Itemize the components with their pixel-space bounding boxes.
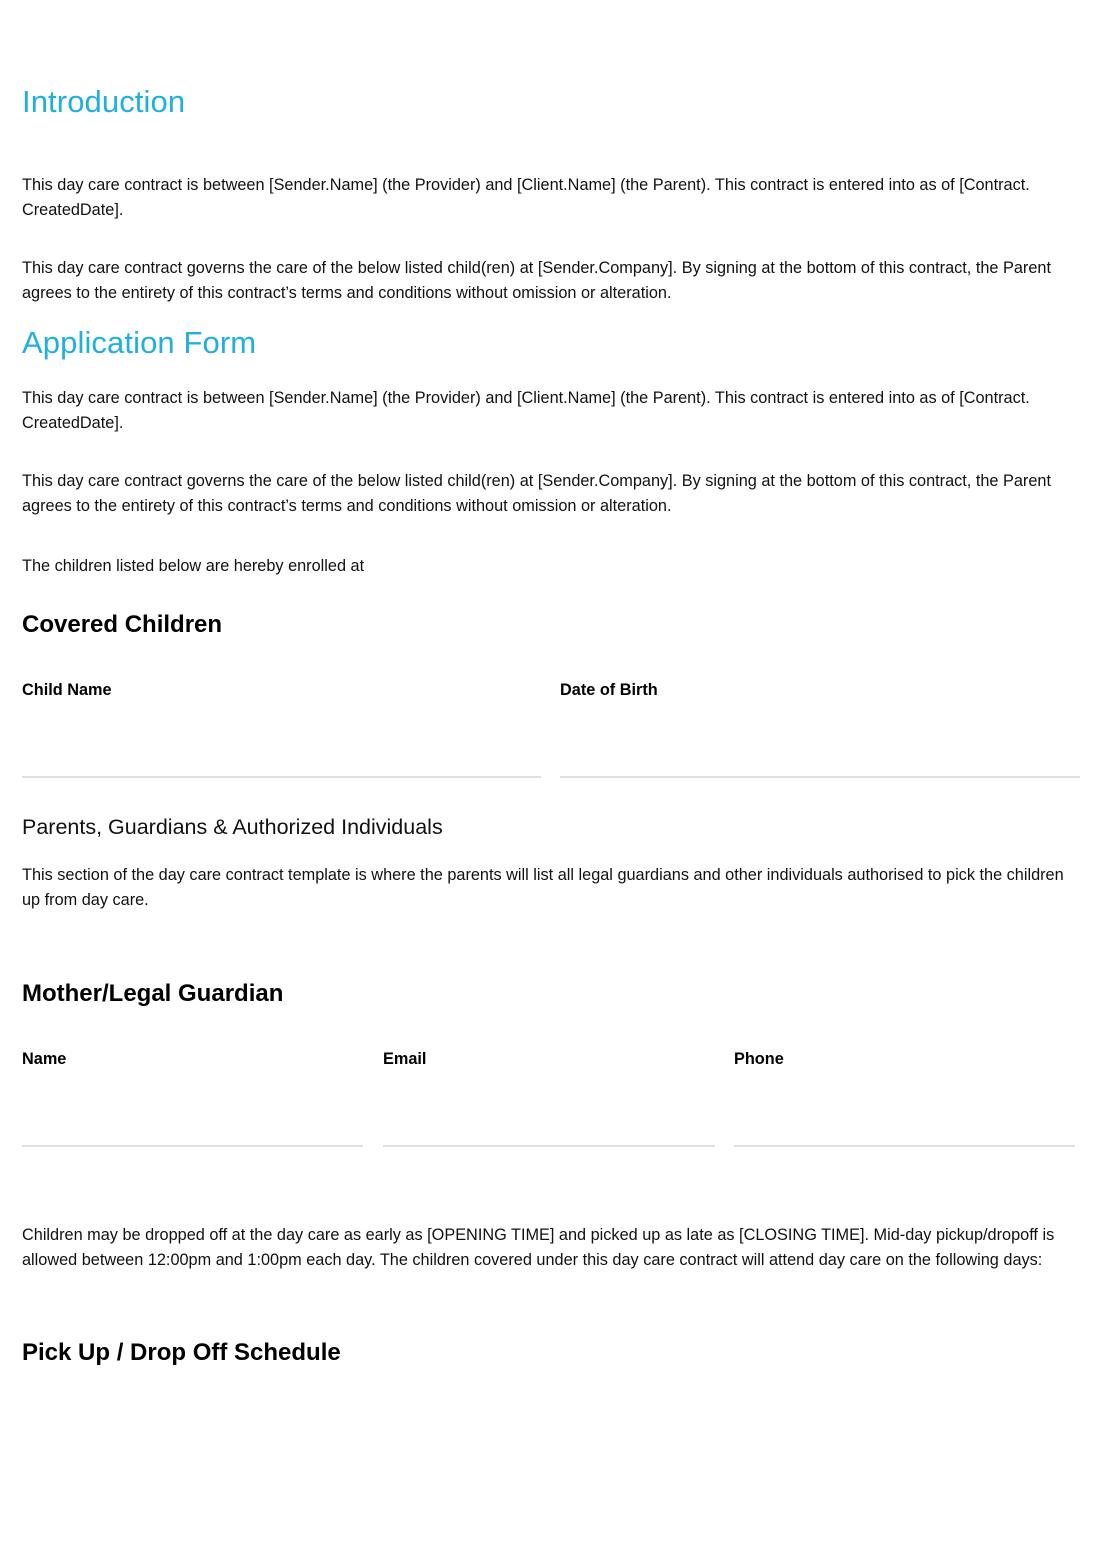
guardian-phone-underline [734,1145,1075,1147]
guardians-paragraph: This section of the day care contract template is where the parents will list all legal guardians and other individuals authorised to pick the children up from day care. [22,866,1064,909]
covered-children-heading: Covered Children [22,611,223,638]
guardian-email-underline [383,1145,715,1147]
guardian-name-label: Name [22,1050,67,1068]
guardian-name-input[interactable] [22,1090,363,1140]
date-of-birth-input[interactable] [560,720,1080,770]
date-of-birth-label: Date of Birth [560,681,658,699]
guardian-phone-input[interactable] [734,1090,1075,1140]
application-paragraph: This day care contract is between [Sender.Name] (the Provider) and [Client.Name] (the Parent). This contract is entered into as of [Contract. CreatedDate]. [22,389,1030,432]
child-name-label: Child Name [22,681,112,699]
introduction-paragraph: This day care contract is between [Sender.Name] (the Provider) and [Client.Name] (the Parent). This contract is entered into as of [Contract. CreatedDate]. [22,176,1030,219]
introduction-paragraph: This day care contract governs the care of the below listed child(ren) at [Sender.Company]. By signing at the bottom of this contract, the Parent agrees to the entirety of this contract’s terms and conditions without omission or alteration. [22,259,1051,302]
guardian-email-input[interactable] [383,1090,715,1140]
child-name-underline [22,776,541,778]
guardian-email-label: Email [383,1050,427,1068]
mother-guardian-heading: Mother/Legal Guardian [22,980,284,1007]
guardians-heading: Parents, Guardians & Authorized Individuals [22,815,443,839]
application-form-heading: Application Form [22,325,257,360]
date-of-birth-underline [560,776,1080,778]
introduction-heading: Introduction [22,84,186,119]
guardian-phone-label: Phone [734,1050,784,1068]
enrollment-paragraph: The children listed below are hereby enrolled at [22,557,365,575]
guardian-name-underline [22,1145,363,1147]
schedule-heading: Pick Up / Drop Off Schedule [22,1339,341,1366]
application-paragraph: This day care contract governs the care of the below listed child(ren) at [Sender.Company]. By signing at the bottom of this contract, the Parent agrees to the entirety of this contract’s terms and conditions without omission or alteration. [22,472,1051,515]
child-name-input[interactable] [22,720,541,770]
schedule-paragraph: Children may be dropped off at the day care as early as [OPENING TIME] and picked up as late as [CLOSING TIME]. Mid-day pickup/dropoff is allowed between 12:00pm and 1:00pm each day. The children covered under this day care contract will attend day care on the following days: [22,1226,1055,1269]
